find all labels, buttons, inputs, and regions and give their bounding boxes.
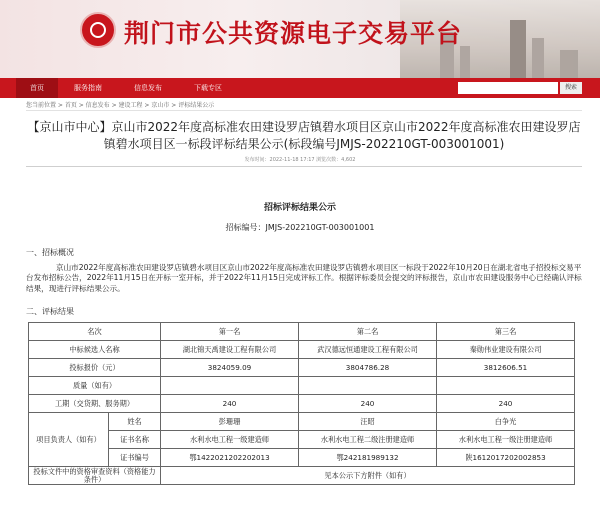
table-cell: 名次 (29, 323, 161, 341)
notice-heading: 招标评标结果公示 (263, 203, 336, 213)
table-row (29, 431, 575, 449)
site-logo-icon[interactable] (80, 12, 116, 48)
table-cell: 3824059.09 (161, 359, 299, 377)
table-cell: 鄂1422021202202013 (161, 449, 299, 467)
table-cell: 投标报价（元） (29, 359, 161, 377)
table-cell: 水利水电工程二级注册建造师 (299, 431, 437, 449)
table-cell: 3804786.28 (299, 359, 437, 377)
table-cell: 质量（如有） (29, 377, 161, 395)
table-cell: 姓名 (109, 413, 161, 431)
table-cell: 项目负责人（如有） (29, 413, 109, 467)
divider (26, 110, 582, 111)
table-cell: 水利水电工程一级注册建造师 (437, 431, 575, 449)
table-cell: 鄂242181989132 (299, 449, 437, 467)
table-cell: 武汉德远恒通建设工程有限公司 (299, 341, 437, 359)
page-title: 【京山市中心】京山市2022年度高标准农田建设罗店镇碧水项目区京山市2022年度高标准农田建设罗店镇碧水项目区一标段评标结果公示(标段编号JMJS-202210GT-003001001) (27, 120, 581, 151)
nav-item-service-guide[interactable]: 服务指南 (74, 84, 102, 92)
table-row (29, 449, 575, 467)
section-heading-results: 二、评标结果 (26, 307, 74, 316)
table-cell: 240 (299, 395, 437, 413)
table-cell: 见本公示下方附件（如有） (161, 467, 575, 485)
bid-number: 招标编号：JMJS-202210GT-003001001 (225, 223, 375, 232)
table-cell: 陕1612017202002853 (437, 449, 575, 467)
breadcrumb[interactable]: 您当前位置 > 首页 > 信息发布 > 建设工程 > 京山市 > 评标结果公示 (26, 102, 215, 109)
table-row (29, 395, 575, 413)
table-cell: 240 (161, 395, 299, 413)
table-cell: 第三名 (437, 323, 575, 341)
table-cell: 汪昭 (299, 413, 437, 431)
table-cell: 白争光 (437, 413, 575, 431)
table-cell: 彭珊珊 (161, 413, 299, 431)
nav-item-info-release[interactable]: 信息发布 (134, 84, 162, 92)
table-row (29, 377, 575, 395)
results-table (28, 322, 575, 485)
table-cell: 水利水电工程一级建造师 (161, 431, 299, 449)
publish-meta: 发布时间：2022-11-18 17:17 浏览次数：4,602 (244, 157, 356, 163)
table-cell: 工期（交货期、服务期） (29, 395, 161, 413)
table-row (29, 359, 575, 377)
site-banner (0, 0, 600, 78)
table-row (29, 413, 575, 431)
section-heading-overview: 一、招标概况 (26, 248, 74, 257)
table-row (29, 341, 575, 359)
search-input[interactable] (458, 82, 558, 94)
nav-item-home[interactable]: 首页 (16, 78, 58, 98)
table-row (29, 323, 575, 341)
nav-item-downloads[interactable]: 下载专区 (194, 84, 222, 92)
site-title: 荆门市公共资源电子交易平台 (124, 19, 463, 48)
table-cell: 第二名 (299, 323, 437, 341)
divider (26, 166, 582, 167)
table-cell (437, 377, 575, 395)
table-cell: 湖北锦天禹建设工程有限公司 (161, 341, 299, 359)
table-cell: 投标文件中的资格审查资料（资格能力条件） (29, 467, 161, 485)
table-cell: 中标候选人名称 (29, 341, 161, 359)
main-nav (0, 78, 600, 98)
search-button[interactable]: 搜索 (560, 82, 582, 94)
table-cell: 证书名称 (109, 431, 161, 449)
table-cell: 3812606.51 (437, 359, 575, 377)
table-cell: 秦勋伟业建设有限公司 (437, 341, 575, 359)
overview-paragraph: 京山市2022年度高标准农田建设罗店镇碧水项目区京山市2022年度高标准农田建设罗店镇碧水项目区一标段于2022年10月20日在湖北省电子招投标交易平台发布招标公告，2022年11月15日在开标一室开标，并于2022年11月15日完成评标工作。根据评标委员会提交的评标报告，京山市农田建设服务中心已经确认评标结果，现进行评标结果公示。 (26, 263, 582, 293)
table-cell (161, 377, 299, 395)
table-cell: 第一名 (161, 323, 299, 341)
table-cell (299, 377, 437, 395)
table-cell: 240 (437, 395, 575, 413)
table-row (29, 467, 575, 485)
table-cell: 证书编号 (109, 449, 161, 467)
